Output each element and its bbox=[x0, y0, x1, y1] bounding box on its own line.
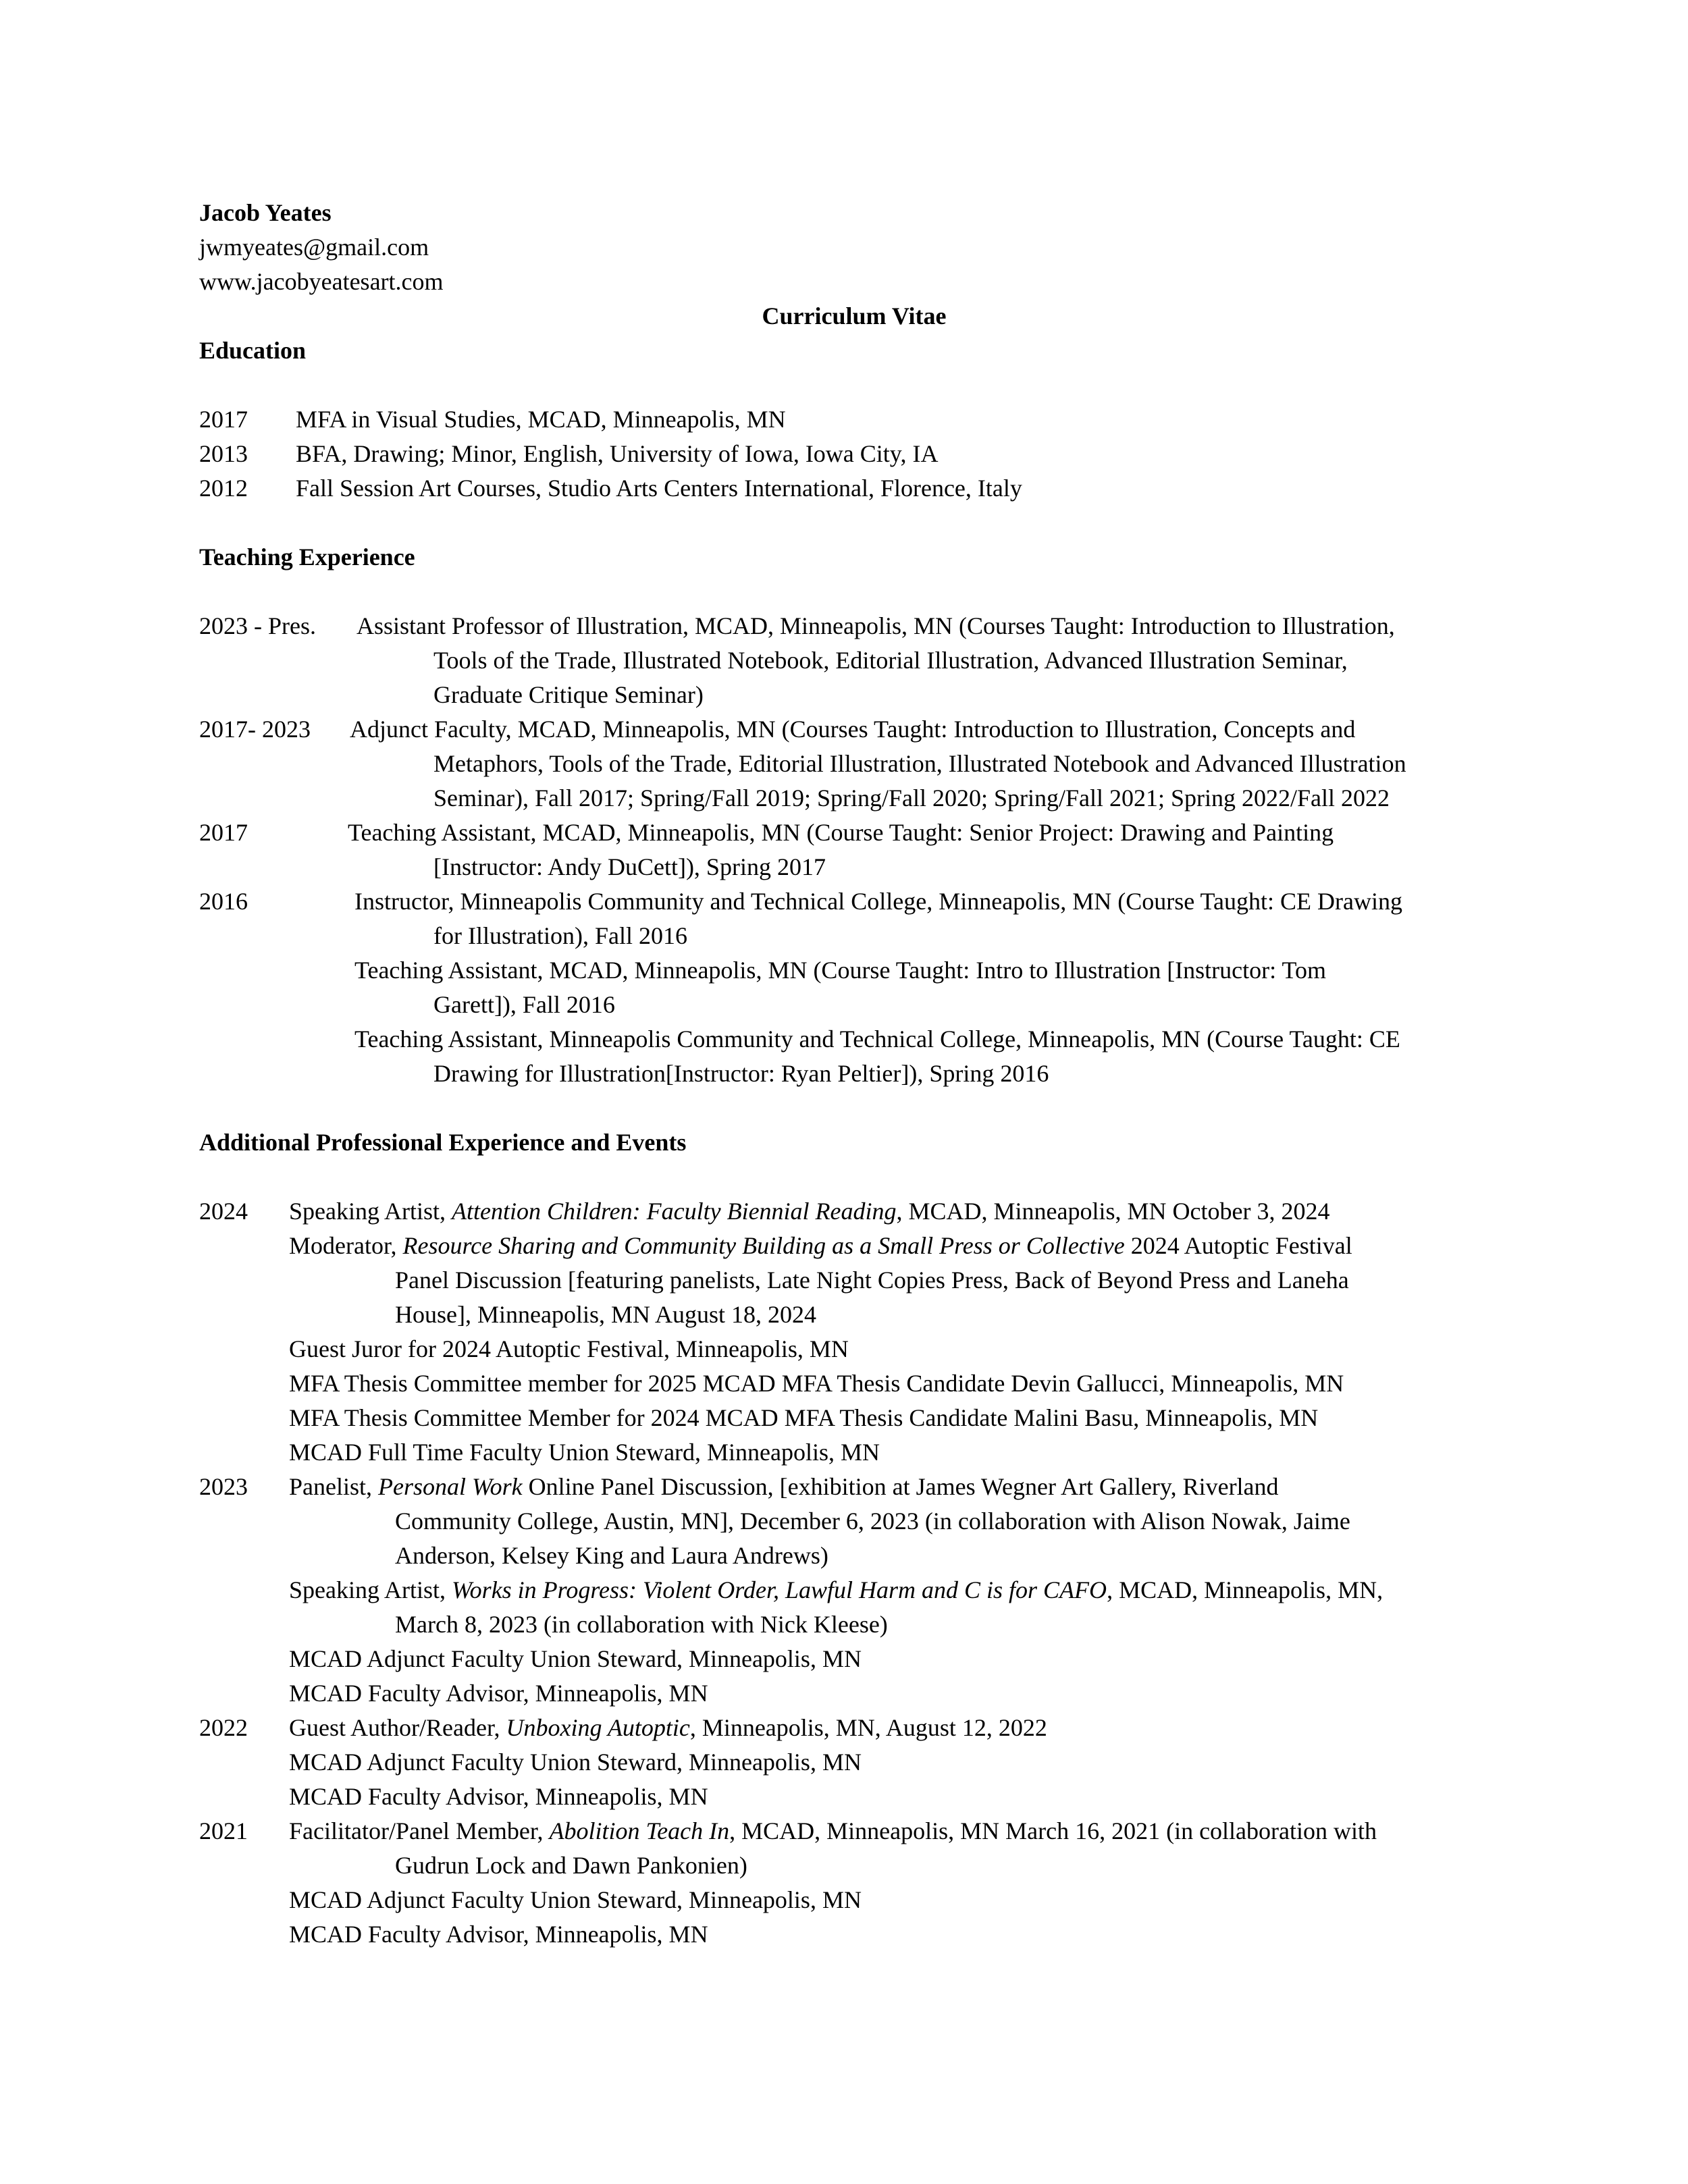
additional-line: MFA Thesis Committee Member for 2024 MCAD MFA Thesis Candidate Malini Basu, Minneapolis, MN bbox=[289, 1404, 1319, 1431]
education-entry: Fall Session Art Courses, Studio Arts Centers International, Florence, Italy bbox=[296, 475, 1022, 502]
teaching-line: Seminar), Fall 2017; Spring/Fall 2019; Spring/Fall 2020; Spring/Fall 2021; Spring 2022/Fall 2022 bbox=[433, 784, 1390, 811]
additional-year: 2023 bbox=[199, 1473, 248, 1500]
teaching-line: Garett]), Fall 2016 bbox=[433, 991, 615, 1018]
additional-year: 2021 bbox=[199, 1817, 248, 1844]
additional-line: MCAD Faculty Advisor, Minneapolis, MN bbox=[289, 1921, 708, 1948]
author-name: Jacob Yeates bbox=[199, 199, 332, 226]
teaching-line: for Illustration), Fall 2016 bbox=[433, 922, 687, 949]
additional-line: House], Minneapolis, MN August 18, 2024 bbox=[395, 1301, 816, 1328]
additional-line: Panelist, Personal Work Online Panel Discussion, [exhibition at James Wegner Art Gallery, Riverland bbox=[289, 1473, 1279, 1500]
teaching-line: [Instructor: Andy DuCett]), Spring 2017 bbox=[433, 853, 826, 880]
education-year: 2012 bbox=[199, 475, 248, 502]
additional-line: MCAD Faculty Advisor, Minneapolis, MN bbox=[289, 1783, 708, 1810]
additional-line: Moderator, Resource Sharing and Community Building as a Small Press or Collective 2024 Autoptic Festival bbox=[289, 1232, 1352, 1259]
additional-line: MCAD Faculty Advisor, Minneapolis, MN bbox=[289, 1680, 708, 1707]
additional-line: MCAD Adjunct Faculty Union Steward, Minneapolis, MN bbox=[289, 1886, 862, 1913]
additional-line: Community College, Austin, MN], December 6, 2023 (in collaboration with Alison Nowak, Jaime bbox=[395, 1508, 1350, 1535]
teaching-line: Graduate Critique Seminar) bbox=[433, 681, 704, 708]
page-title: Curriculum Vitae bbox=[762, 302, 947, 329]
education-year: 2017 bbox=[199, 406, 248, 433]
author-email[interactable]: jwmyeates@gmail.com bbox=[199, 234, 429, 261]
teaching-year: 2017- 2023 bbox=[199, 716, 311, 743]
teaching-year: 2023 - Pres. bbox=[199, 612, 316, 639]
additional-line: Facilitator/Panel Member, Abolition Teach In, MCAD, Minneapolis, MN March 16, 2021 (in collaboration with bbox=[289, 1817, 1377, 1844]
teaching-line: Instructor, Minneapolis Community and Technical College, Minneapolis, MN (Course Taught: CE Drawing bbox=[354, 888, 1402, 915]
teaching-line: Teaching Assistant, Minneapolis Community and Technical College, Minneapolis, MN (Course Taught: CE bbox=[354, 1026, 1400, 1053]
teaching-line: Drawing for Illustration[Instructor: Ryan Peltier]), Spring 2016 bbox=[433, 1060, 1049, 1087]
additional-year: 2024 bbox=[199, 1198, 248, 1225]
education-heading: Education bbox=[199, 337, 307, 364]
additional-line: MCAD Adjunct Faculty Union Steward, Minneapolis, MN bbox=[289, 1749, 862, 1776]
teaching-line: Tools of the Trade, Illustrated Notebook, Editorial Illustration, Advanced Illustration Seminar, bbox=[433, 647, 1348, 674]
additional-line: Guest Juror for 2024 Autoptic Festival, Minneapolis, MN bbox=[289, 1335, 849, 1362]
additional-line: Panel Discussion [featuring panelists, Late Night Copies Press, Back of Beyond Press and Laneha bbox=[395, 1267, 1349, 1294]
additional-heading: Additional Professional Experience and Events bbox=[199, 1129, 687, 1156]
additional-year: 2022 bbox=[199, 1714, 248, 1741]
additional-line: Speaking Artist, Works in Progress: Violent Order, Lawful Harm and C is for CAFO, MCAD, Minneapolis, MN, bbox=[289, 1576, 1383, 1603]
additional-line: Speaking Artist, Attention Children: Faculty Biennial Reading, MCAD, Minneapolis, MN October 3, 2024 bbox=[289, 1198, 1330, 1225]
teaching-line: Adjunct Faculty, MCAD, Minneapolis, MN (Courses Taught: Introduction to Illustration, Concepts and bbox=[350, 716, 1356, 743]
additional-line: March 8, 2023 (in collaboration with Nick Kleese) bbox=[395, 1611, 888, 1638]
education-entry: BFA, Drawing; Minor, English, University of Iowa, Iowa City, IA bbox=[296, 440, 939, 467]
additional-line: Guest Author/Reader, Unboxing Autoptic, Minneapolis, MN, August 12, 2022 bbox=[289, 1714, 1047, 1741]
additional-line: MFA Thesis Committee member for 2025 MCAD MFA Thesis Candidate Devin Gallucci, Minneapolis, MN bbox=[289, 1370, 1344, 1397]
additional-line: Anderson, Kelsey King and Laura Andrews) bbox=[395, 1542, 828, 1569]
education-entry: MFA in Visual Studies, MCAD, Minneapolis, MN bbox=[296, 406, 786, 433]
author-website[interactable]: www.jacobyeatesart.com bbox=[199, 268, 444, 295]
teaching-line: Teaching Assistant, MCAD, Minneapolis, MN (Course Taught: Intro to Illustration [Instructor: Tom bbox=[354, 957, 1326, 984]
teaching-year: 2017 bbox=[199, 819, 248, 846]
education-year: 2013 bbox=[199, 440, 248, 467]
teaching-heading: Teaching Experience bbox=[199, 543, 415, 570]
teaching-year: 2016 bbox=[199, 888, 248, 915]
teaching-line: Assistant Professor of Illustration, MCAD, Minneapolis, MN (Courses Taught: Introduction to Illustration, bbox=[357, 612, 1395, 639]
additional-line: Gudrun Lock and Dawn Pankonien) bbox=[395, 1852, 747, 1879]
additional-line: MCAD Full Time Faculty Union Steward, Minneapolis, MN bbox=[289, 1439, 880, 1466]
teaching-line: Metaphors, Tools of the Trade, Editorial Illustration, Illustrated Notebook and Advanced Illustration bbox=[433, 750, 1406, 777]
additional-line: MCAD Adjunct Faculty Union Steward, Minneapolis, MN bbox=[289, 1645, 862, 1672]
teaching-line: Teaching Assistant, MCAD, Minneapolis, MN (Course Taught: Senior Project: Drawing and Painting bbox=[348, 819, 1334, 846]
